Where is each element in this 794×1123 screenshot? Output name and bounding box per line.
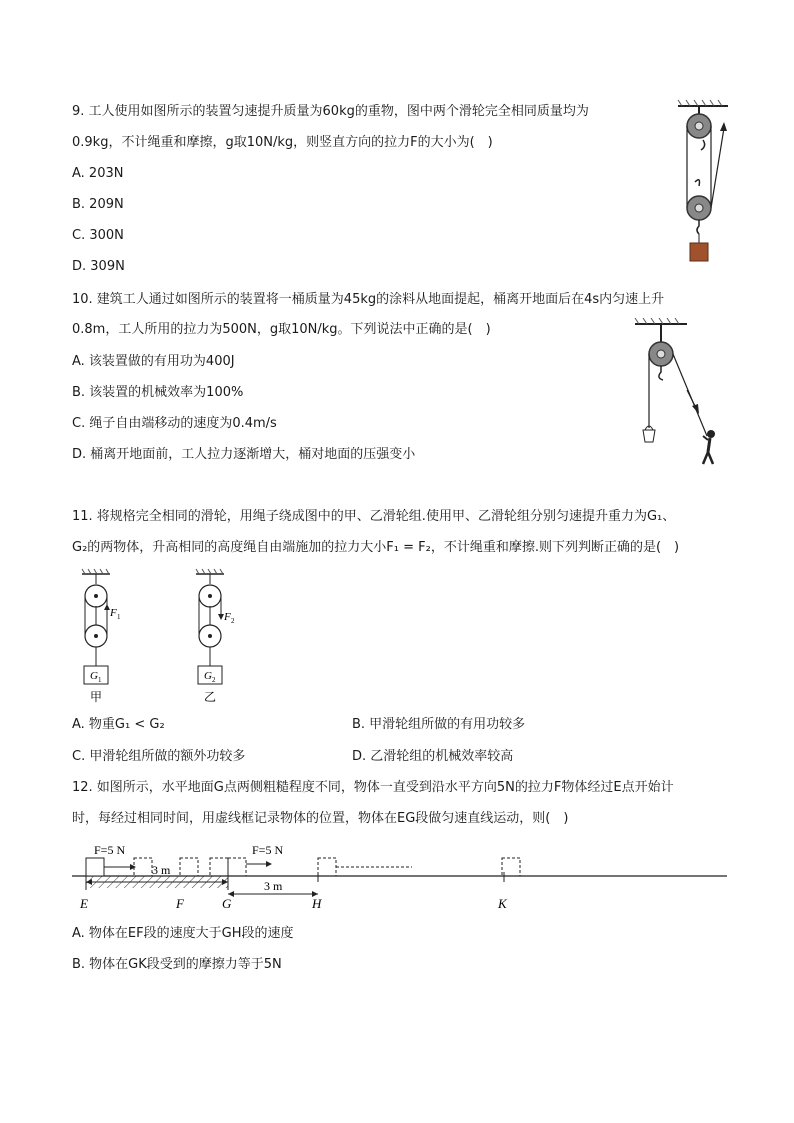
q12-distance-label-2: 3 m (264, 879, 283, 893)
q11-f1-subscript: 1 (117, 613, 121, 621)
q11-option-d: D. 乙滑轮组的机械效率较高 (352, 749, 514, 764)
q10-option-b: B. 该装置的机械效率为100% (72, 385, 244, 400)
q12-stem-line1: 12. 如图所示，水平地面G点两侧粗糙程度不同，物体一直受到沿水平方向5N的拉力F物体经过E点开始计 (72, 780, 674, 795)
q10-pulley-figure (625, 318, 725, 473)
q9-option-a: A. 203N (72, 166, 124, 181)
q9-stem-line2: 0.9kg，不计绳重和摩擦，g取10N/kg，则竖直方向的拉力F的大小为( ) (72, 135, 493, 150)
q11-g1-label: G (90, 670, 98, 682)
q12-point-k: K (498, 896, 507, 911)
q10-option-d: D. 桶离开地面前，工人拉力逐渐增大，桶对地面的压强变小 (72, 447, 416, 462)
q11-stem-line1: 11. 将规格完全相同的滑轮，用绳子绕成图中的甲、乙滑轮组.使用甲、乙滑轮组分别匀速提升重力为G₁、 (72, 509, 676, 524)
q9-stem-line1: 9. 工人使用如图所示的装置匀速提升质量为60kg的重物，图中两个滑轮完全相同质量均为 (72, 104, 589, 119)
q11-jia-label: 甲 (90, 690, 103, 704)
q12-distance-label-1: 3 m (152, 863, 171, 877)
q10-option-c: C. 绳子自由端移动的速度为0.4m/s (72, 416, 277, 431)
q12-point-g: G (222, 896, 232, 911)
q12-point-e: E (80, 896, 88, 911)
q10-option-a: A. 该装置做的有用功为400J (72, 354, 235, 369)
q11-option-a: A. 物重G₁ < G₂ (72, 717, 165, 732)
q12-stem-line2: 时，每经过相同时间，用虚线框记录物体的位置，物体在EG段做匀速直线运动，则( ) (72, 811, 569, 826)
q11-stem-line2: G₂的两物体，升高相同的高度绳自由端施加的拉力大小F₁ = F₂，不计绳重和摩擦.则下列判断正确的是( ) (72, 540, 680, 555)
q12-force-label-2: F=5 N (252, 843, 284, 857)
q11-pulley-figures (70, 568, 250, 708)
q12-point-f: F (176, 896, 184, 911)
q9-option-c: C. 300N (72, 228, 124, 243)
q12-motion-figure (72, 838, 732, 918)
q11-f2-subscript: 2 (231, 617, 235, 625)
q9-option-b: B. 209N (72, 197, 124, 212)
q11-f2-label: F (224, 611, 231, 623)
q11-f1-label: F (110, 607, 117, 619)
q11-option-b: B. 甲滑轮组所做的有用功较多 (352, 717, 526, 732)
q12-option-b: B. 物体在GK段受到的摩擦力等于5N (72, 957, 282, 972)
q9-pulley-figure (670, 98, 740, 268)
q11-g1-subscript: 1 (98, 676, 102, 684)
q11-g2-subscript: 2 (212, 676, 216, 684)
q10-stem-line1: 10. 建筑工人通过如图所示的装置将一桶质量为45kg的涂料从地面提起，桶离开地面后在4s内匀速上升 (72, 292, 665, 307)
q9-option-d: D. 309N (72, 259, 125, 274)
q12-force-label-1: F=5 N (94, 843, 126, 857)
q12-option-a: A. 物体在EF段的速度大于GH段的速度 (72, 926, 294, 941)
q10-stem-line2: 0.8m，工人所用的拉力为500N，g取10N/kg。下列说法中正确的是( ) (72, 322, 491, 337)
q11-g2-label: G (204, 670, 212, 682)
q11-yi-label: 乙 (204, 690, 217, 704)
q11-option-c: C. 甲滑轮组所做的额外功较多 (72, 749, 246, 764)
q12-point-h: H (312, 896, 322, 911)
